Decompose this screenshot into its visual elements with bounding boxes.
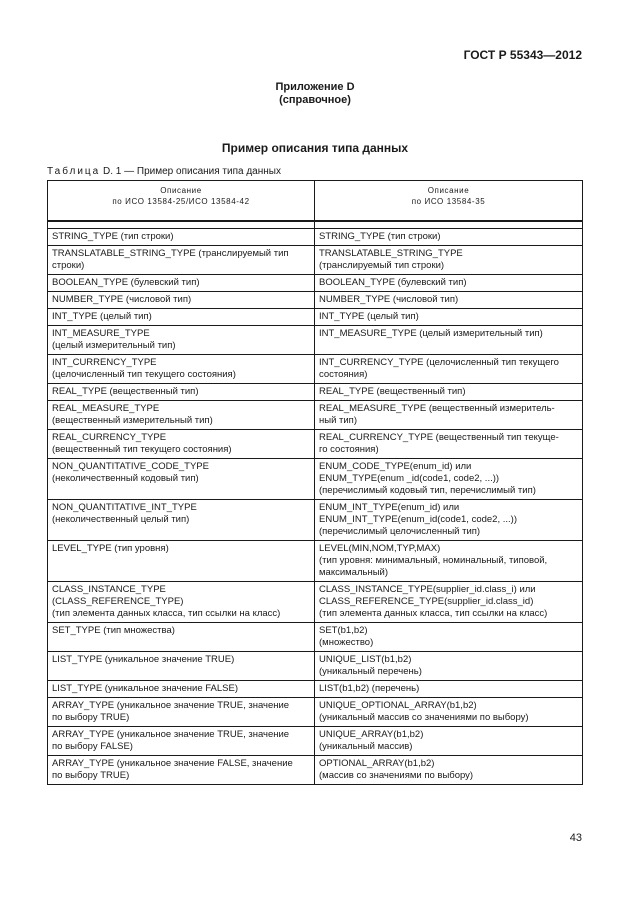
table-row — [48, 698, 583, 727]
cell-text: NON_QUANTITATIVE_CODE_TYPE (неколичественный кодовый тип) — [52, 461, 209, 484]
table-caption-text: D. 1 — Пример описания типа данных — [100, 166, 281, 177]
standard-number: ГОСТ Р 55343—2012 — [463, 48, 582, 62]
cell-text: TRANSLATABLE_STRING_TYPE (транслируемый тип строки) — [319, 248, 463, 271]
cell-text: ARRAY_TYPE (уникальное значение TRUE, значение по выбору TRUE) — [52, 700, 290, 723]
table-row — [48, 727, 583, 756]
cell-iso-13584-35 — [315, 698, 583, 727]
table-caption-word: Таблица — [47, 166, 101, 177]
cell-iso-13584-35 — [315, 500, 583, 541]
cell-iso-13584-35 — [315, 459, 583, 500]
cell-iso-13584-25-42 — [48, 292, 315, 309]
cell-iso-13584-25-42 — [48, 384, 315, 401]
cell-text: CLASS_INSTANCE_TYPE (CLASS_REFERENCE_TYPE) (тип элемента данных класса, тип ссылки на класс) — [52, 584, 281, 619]
cell-text: REAL_CURRENCY_TYPE (вещественный тип текуще- го состояния) — [319, 432, 559, 455]
table-row — [48, 541, 583, 582]
table-row — [48, 681, 583, 698]
table-row — [48, 500, 583, 541]
annex-heading — [0, 81, 630, 107]
table-body — [48, 221, 583, 785]
cell-text: REAL_TYPE (вещественный тип) — [52, 386, 199, 397]
cell-iso-13584-25-42 — [48, 326, 315, 355]
cell-iso-13584-35 — [315, 401, 583, 430]
table-row — [48, 430, 583, 459]
cell-iso-13584-25-42 — [48, 309, 315, 326]
cell-iso-13584-35 — [315, 681, 583, 698]
cell-text: UNIQUE_OPTIONAL_ARRAY(b1,b2) (уникальный массив со значениями по выбору) — [319, 700, 529, 723]
cell-text: LEVEL(MIN,NOM,TYP,MAX) (тип уровня: минимальный, номинальный, типовой, максимальный) — [319, 543, 548, 578]
cell-iso-13584-35 — [315, 623, 583, 652]
cell-iso-13584-25-42 — [48, 541, 315, 582]
cell-iso-13584-25-42 — [48, 401, 315, 430]
page-number: 43 — [569, 832, 582, 844]
cell-text: SET_TYPE (тип множества) — [52, 625, 175, 636]
cell-text: REAL_TYPE (вещественный тип) — [319, 386, 466, 397]
table-row — [48, 309, 583, 326]
table-row — [48, 756, 583, 785]
cell-text: BOOLEAN_TYPE (булевский тип) — [52, 277, 200, 288]
cell-iso-13584-25-42 — [48, 430, 315, 459]
cell-iso-13584-25-42 — [48, 652, 315, 681]
cell-iso-13584-35 — [315, 756, 583, 785]
cell-iso-13584-25-42 — [48, 500, 315, 541]
table-row — [48, 229, 583, 246]
cell-text: NON_QUANTITATIVE_INT_TYPE (неколичественный целый тип) — [52, 502, 197, 525]
cell-text: REAL_MEASURE_TYPE (вещественный измеритель- ный тип) — [319, 403, 555, 426]
cell-iso-13584-35 — [315, 292, 583, 309]
cell-text: INT_CURRENCY_TYPE (целочисленный тип текущего состояния) — [319, 357, 559, 380]
cell-iso-13584-35 — [315, 541, 583, 582]
cell-text: UNIQUE_ARRAY(b1,b2) (уникальный массив) — [319, 729, 424, 752]
cell-iso-13584-25-42 — [48, 275, 315, 292]
cell-text: INT_TYPE (целый тип) — [52, 311, 152, 322]
table-row — [48, 292, 583, 309]
cell-iso-13584-35 — [315, 246, 583, 275]
column-header-text: Описание по ИСО 13584-35 — [411, 186, 486, 206]
cell-text: ARRAY_TYPE (уникальное значение TRUE, значение по выбору FALSE) — [52, 729, 290, 752]
cell-text: NUMBER_TYPE (числовой тип) — [319, 294, 459, 305]
cell-iso-13584-35 — [315, 582, 583, 623]
cell-iso-13584-35 — [315, 326, 583, 355]
cell-text: UNIQUE_LIST(b1,b2) (уникальный перечень) — [319, 654, 422, 677]
cell-iso-13584-35 — [315, 430, 583, 459]
cell-text: CLASS_INSTANCE_TYPE(supplier_id.class_i) или CLASS_REFERENCE_TYPE(supplier_id.class_id) (тип элемента данных класса, тип ссылки на класс) — [319, 584, 548, 619]
cell-iso-13584-25-42 — [48, 698, 315, 727]
cell-text: TRANSLATABLE_STRING_TYPE (транслируемый тип строки) — [52, 248, 289, 271]
cell-text: INT_MEASURE_TYPE (целый измерительный тип) — [319, 328, 543, 339]
table-row — [48, 623, 583, 652]
cell-text: NUMBER_TYPE (числовой тип) — [52, 294, 192, 305]
cell-text: STRING_TYPE (тип строки) — [319, 231, 441, 242]
cell-text: INT_CURRENCY_TYPE (целочисленный тип текущего состояния) — [52, 357, 236, 380]
cell-text: REAL_CURRENCY_TYPE (вещественный тип текущего состояния) — [52, 432, 232, 455]
cell-text: INT_TYPE (целый тип) — [319, 311, 419, 322]
cell-iso-13584-35 — [315, 229, 583, 246]
table-header-row — [48, 181, 583, 222]
table-row — [48, 652, 583, 681]
cell-iso-13584-25-42 — [48, 756, 315, 785]
cell-text: STRING_TYPE (тип строки) — [52, 231, 174, 242]
cell-text: OPTIONAL_ARRAY(b1,b2) (массив со значениями по выбору) — [319, 758, 474, 781]
table-row — [48, 355, 583, 384]
table-row — [48, 246, 583, 275]
cell-text: ENUM_CODE_TYPE(enum_id) или ENUM_TYPE(enum _id(code1, code2, ...)) (перечислимый кодовый тип, перечислимый тип) — [319, 461, 536, 496]
cell-text: SET(b1,b2) (множество) — [319, 625, 374, 648]
cell-text: LIST_TYPE (уникальное значение FALSE) — [52, 683, 238, 694]
cell-iso-13584-25-42 — [48, 727, 315, 756]
table-row — [48, 401, 583, 430]
cell-text: BOOLEAN_TYPE (булевский тип) — [319, 277, 467, 288]
cell-iso-13584-25-42 — [48, 459, 315, 500]
cell-iso-13584-25-42 — [48, 355, 315, 384]
cell-iso-13584-35 — [315, 309, 583, 326]
annex-subtitle: (справочное) — [279, 94, 351, 106]
cell-text: INT_MEASURE_TYPE (целый измерительный тип) — [52, 328, 176, 351]
cell-text: REAL_MEASURE_TYPE (вещественный измерительный тип) — [52, 403, 213, 426]
cell-iso-13584-35 — [315, 727, 583, 756]
table-row — [48, 275, 583, 292]
cell-text: ENUM_INT_TYPE(enum_id) или ENUM_INT_TYPE(enum_id(code1, code2, ...)) (перечислимый целочисленный тип) — [319, 502, 517, 537]
table-row — [48, 459, 583, 500]
cell-text: LEVEL_TYPE (тип уровня) — [52, 543, 169, 554]
cell-iso-13584-25-42 — [48, 229, 315, 246]
table-row — [48, 326, 583, 355]
cell-iso-13584-35 — [315, 652, 583, 681]
cell-iso-13584-35 — [315, 355, 583, 384]
table-row — [48, 384, 583, 401]
annex-title: Приложение D — [275, 81, 355, 93]
column-header-text: Описание по ИСО 13584-25/ИСО 13584-42 — [112, 186, 250, 206]
header-separator — [48, 221, 583, 229]
cell-iso-13584-35 — [315, 275, 583, 292]
column-header-iso-13584-35 — [315, 181, 583, 222]
table-caption — [47, 166, 281, 177]
cell-iso-13584-25-42 — [48, 623, 315, 652]
data-type-table — [47, 180, 583, 785]
cell-iso-13584-25-42 — [48, 246, 315, 275]
cell-iso-13584-25-42 — [48, 681, 315, 698]
cell-iso-13584-35 — [315, 384, 583, 401]
cell-text: LIST(b1,b2) (перечень) — [319, 683, 420, 694]
section-title: Пример описания типа данных — [221, 141, 409, 155]
column-header-iso-13584-25-42 — [48, 181, 315, 222]
table-row — [48, 582, 583, 623]
cell-iso-13584-25-42 — [48, 582, 315, 623]
cell-text: LIST_TYPE (уникальное значение TRUE) — [52, 654, 235, 665]
cell-text: ARRAY_TYPE (уникальное значение FALSE, значение по выбору TRUE) — [52, 758, 293, 781]
